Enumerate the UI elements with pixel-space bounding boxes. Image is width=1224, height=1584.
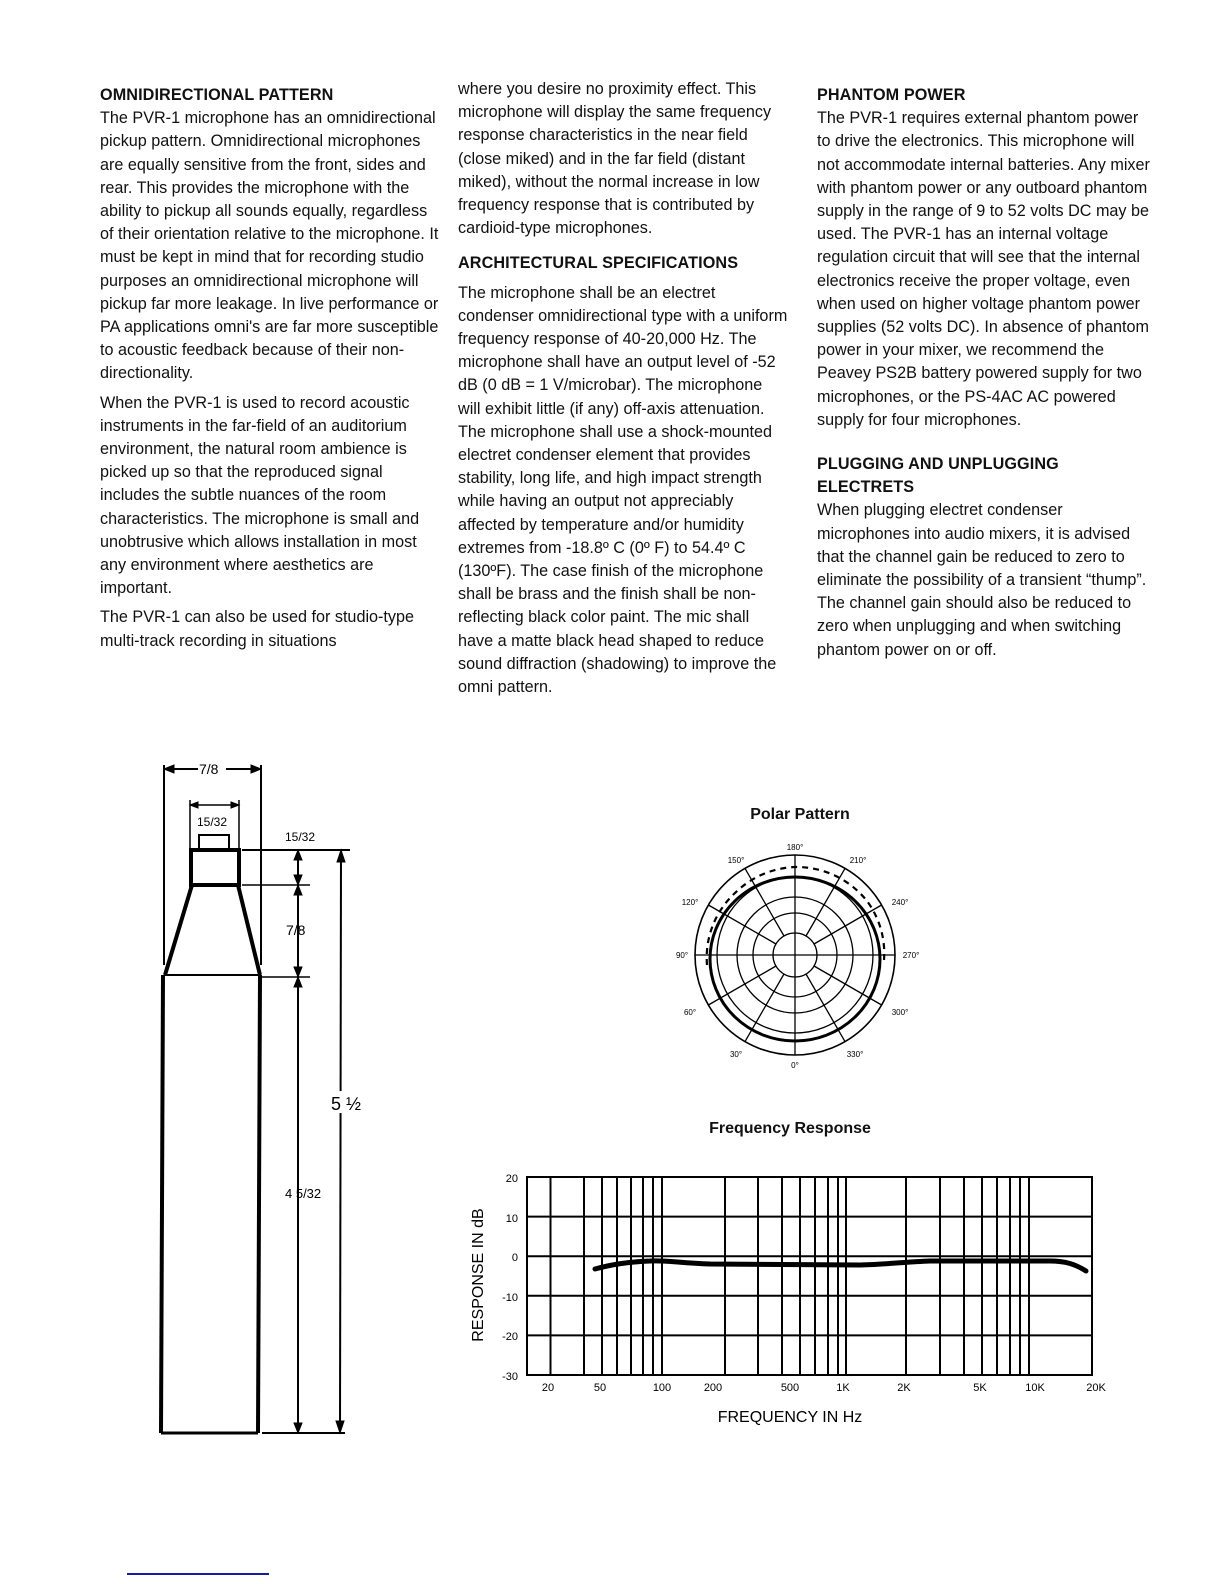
polar-label-180: 180° <box>786 843 804 852</box>
y-tick-10: 10 <box>505 1213 518 1225</box>
heading-omnidirectional-pattern: OMNIDIRECTIONAL PATTERN <box>100 86 334 104</box>
x-tick-5k: 5K <box>973 1382 987 1394</box>
x-tick-50: 50 <box>593 1382 607 1394</box>
heading-plugging-unplugging: PLUGGING AND UNPLUGGING ELECTRETS <box>817 455 1059 497</box>
x-tick-200: 200 <box>703 1382 723 1394</box>
dim-body-height: 4 5/32 <box>285 1186 322 1201</box>
x-tick-100: 100 <box>652 1382 672 1394</box>
dim-tip-width: 15/32 <box>197 815 228 829</box>
polar-label-150: 150° <box>727 856 745 865</box>
dim-head-height: 15/32 <box>285 830 316 844</box>
polar-pattern-chart <box>670 835 920 1075</box>
frequency-response-title: Frequency Response <box>709 1120 871 1137</box>
x-tick-2k: 2K <box>897 1382 911 1394</box>
polar-label-330: 330° <box>846 1050 864 1059</box>
y-axis-label: RESPONSE IN dB <box>470 1208 487 1342</box>
y-tick-minus10: -10 <box>502 1292 518 1304</box>
paragraph-plugging: When plugging electret condenser microphones into audio mixers, it is advised that the channel gain be reduced to zero to eliminate the possibility of a transient “thump”. The channel gain should also be reduced to zero when unplugging and when switching phantom power on or off. <box>817 501 1147 659</box>
column-2 <box>458 78 788 705</box>
heading-phantom-power: PHANTOM POWER <box>817 86 966 104</box>
dim-overall-width: 7/8 <box>199 761 219 777</box>
column-3 <box>817 84 1152 668</box>
paragraph-proximity: where you desire no proximity effect. This microphone will display the same frequency response characteristics in the near field (close miked) and in the far field (distant miked), without the normal increase in low frequency response that is contributed by cardioid-type microphones. <box>458 80 772 238</box>
polar-label-0: 0° <box>791 1061 799 1070</box>
x-tick-10k: 10K <box>1025 1382 1045 1394</box>
y-tick-minus30: -30 <box>502 1371 518 1383</box>
polar-label-60: 60° <box>683 1008 697 1017</box>
polar-label-210: 210° <box>849 856 867 865</box>
y-tick-0: 0 <box>511 1252 518 1264</box>
polar-pattern-title: Polar Pattern <box>750 806 850 823</box>
polar-label-120: 120° <box>681 898 699 907</box>
heading-architectural-specifications: ARCHITECTURAL SPECIFICATIONS <box>458 254 739 273</box>
x-tick-1k: 1K <box>836 1382 850 1394</box>
y-tick-20: 20 <box>505 1173 518 1185</box>
column-1 <box>100 84 440 659</box>
x-tick-20k: 20K <box>1086 1382 1106 1394</box>
paragraph-omni-1: The PVR-1 microphone has an omnidirectional pickup pattern. Omnidirectional microphones are equally sensitive from the front, sides and rear. This provides the microphone with the ability to pickup all sounds equally, regardless of their orientation relative to the microphone. It must be kept in mind that for recording studio purposes an omnidirectional microphone will pickup far more leakage. In live performance or PA applications omni's are far more susceptible to acoustic feedback because of their non-directionality. <box>100 109 439 383</box>
x-tick-20: 20 <box>541 1382 555 1394</box>
frequency-response-curve <box>595 1261 1086 1271</box>
paragraph-architectural-specs: The microphone shall be an electret condenser omnidirectional type with a uniform frequency response of 40-20,000 Hz. The microphone shall have an output level of -52 dB (0 dB = 1 V/microbar). The microphone will exhibit little (if any) off-axis attenuation. The microphone shall use a shock-mounted electret condenser element that provides stability, long life, and high impact strength while having an output not appreciably affected by temperature and/or humidity extremes from -18.8º C (0º F) to 54.4º C (130ºF). The case finish of the microphone shall be brass and the finish shall be non-reflecting black color paint. The mic shall have a matte black head shaped to reduce sound diffraction (shadowing) to improve the omni pattern. <box>458 283 788 697</box>
dim-taper-height: 7/8 <box>286 922 306 938</box>
polar-label-270: 270° <box>902 951 920 960</box>
x-tick-500: 500 <box>780 1382 800 1394</box>
paragraph-phantom-power: The PVR-1 requires external phantom power to drive the electronics. This microphone will not accommodate internal batteries. Any mixer with phantom power or any outboard phantom supply in the range of 9 to 52 volts DC may be used. The PVR-1 has an internal voltage regulation circuit that will see that the internal electronics receive the proper voltage, even when used on higher voltage phantom power supplies (52 volts DC). In absence of phantom power in your mixer, we recommend the Peavey PS2B battery powered supply for two microphones, or the PS-4AC AC powered supply for four microphones. <box>817 109 1150 429</box>
frequency-response-chart <box>460 1165 1120 1435</box>
footer-rule <box>127 1573 269 1575</box>
x-axis-label: FREQUENCY IN Hz <box>717 1409 863 1426</box>
y-tick-minus20: -20 <box>502 1331 518 1343</box>
microphone-dimension-drawing <box>150 755 370 1445</box>
polar-label-240: 240° <box>891 898 909 907</box>
paragraph-omni-2: When the PVR-1 is used to record acoustic instruments in the far-field of an auditorium environment, the natural room ambience is picked up so that the reproduced signal includes the subtle nuances of the room characteristics. The microphone is small and unobtrusive which allows installation in most any environment where aesthetics are important. <box>100 393 420 598</box>
dim-overall-length: 5 ½ <box>331 1094 362 1114</box>
polar-label-30: 30° <box>729 1050 743 1059</box>
polar-label-90: 90° <box>675 951 689 960</box>
paragraph-omni-3: The PVR-1 can also be used for studio-type multi-track recording in situations <box>100 608 415 650</box>
polar-label-300: 300° <box>891 1008 909 1017</box>
